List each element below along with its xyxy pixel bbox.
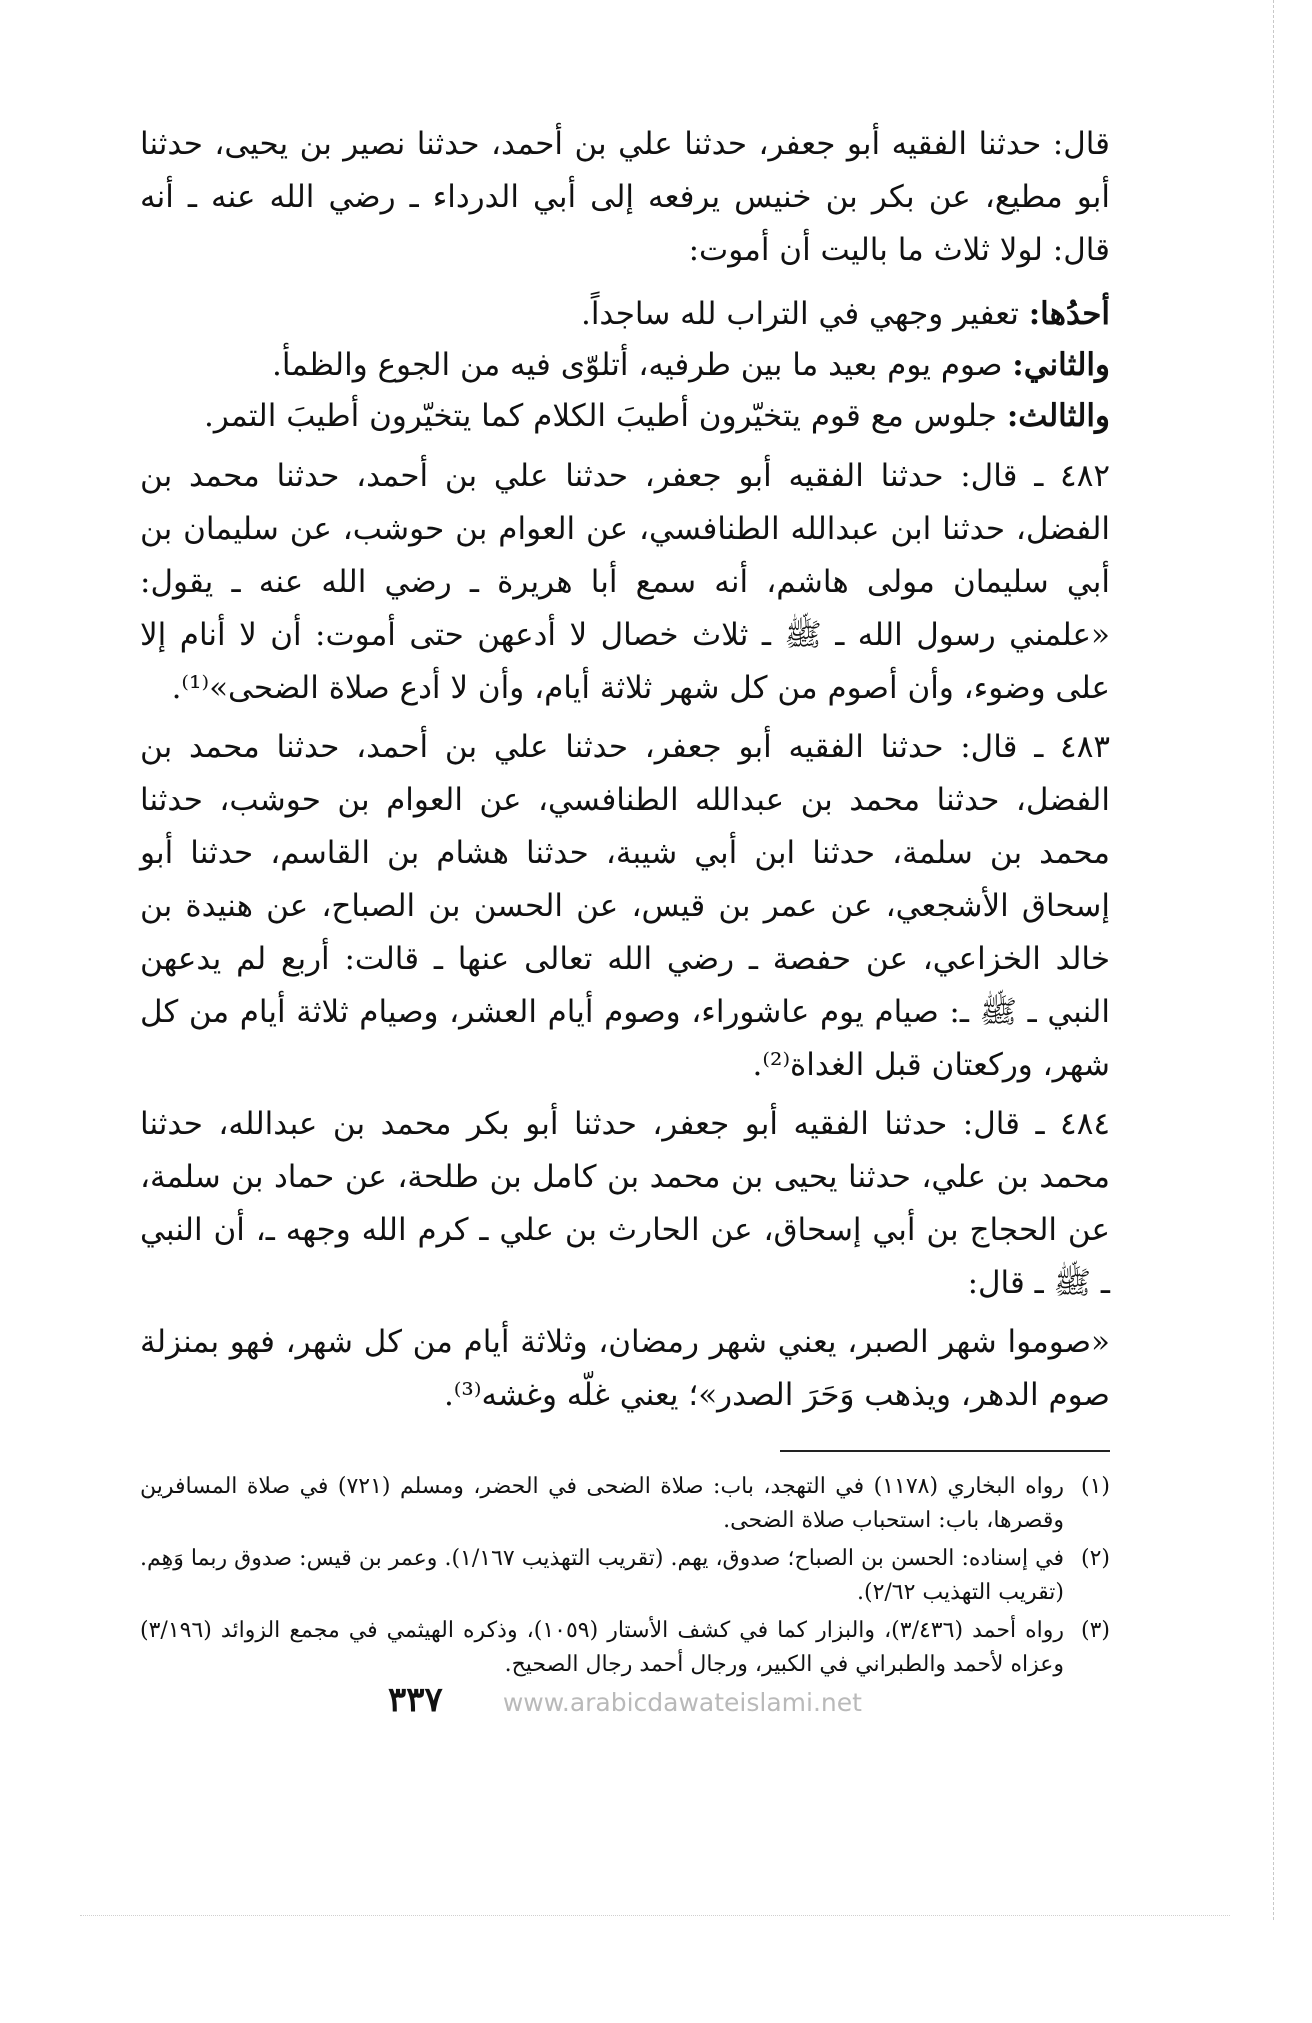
paragraph-intro: قال: حدثنا الفقيه أبو جعفر، حدثنا علي بن أحمد، حدثنا نصير بن يحيى، حدثنا أبو مطيع، عن بكر بن خنيس يرفعه إلى أبي الدرداء ـ رضي الله عنه ـ أنه قال: لولا ثلاث ما باليت أن أموت: [140,126,1110,268]
paragraph-hadith-quote: «صوموا شهر الصبر، يعني شهر رمضان، وثلاثة أيام من كل شهر، فهو بمنزلة صوم الدهر، ويذهب وَحَرَ الصدر»؛ يعني غلّه وغشه⁽³⁾. [140,1324,1110,1413]
list-item [140,340,1110,391]
footnote-number: (٢) [1080,1546,1110,1571]
footnote-number: (٣) [1080,1618,1110,1643]
list-item-text: جلوس مع قوم يتخيّرون أطيبَ الكلام كما يتخيّرون أطيبَ التمر. [204,398,1007,434]
footnotes [140,1470,1110,1682]
paragraph-482: ٤٨٢ ـ قال: حدثنا الفقيه أبو جعفر، حدثنا علي بن أحمد، حدثنا محمد بن الفضل، حدثنا ابن عبدالله الطنافسي، عن العوام بن حوشب، عن سليمان بن أبي سليمان مولى هاشم، أنه سمع أبا هريرة ـ رضي الله عنه ـ يقول: «علمني رسول الله ـ ﷺ ـ ثلاث خصال لا أدعهن حتى أموت: أن لا أنام إلا على وضوء، وأن أصوم من كل شهر ثلاثة أيام، وأن لا أدع صلاة الضحى»⁽¹⁾. [140,458,1110,706]
scan-artifact-line [80,1915,1230,1916]
three-things-list [140,289,1110,442]
page-edge-line [1273,0,1274,1920]
footnote-text: رواه أحمد (٣/٤٣٦)، والبزار كما في كشف الأستار (١٠٥٩)، وذكره الهيثمي في مجمع الزوائد (٣/١٩٦) وعزاه لأحمد والطبراني في الكبير، ورجال أحمد رجال الصحيح. [140,1618,1064,1677]
list-item-label: والثاني: [1012,347,1110,383]
page-content [140,118,1110,1686]
page-number: ٣٣٧ [388,1680,443,1720]
footnote [140,1614,1110,1682]
list-item-text: صوم يوم بعيد ما بين طرفيه، أتلوّى فيه من الجوع والظمأ. [272,347,1013,383]
page-footer [140,1680,1110,1720]
watermark-url: www.arabicdawateislami.net [502,1688,862,1717]
paragraph-483: ٤٨٣ ـ قال: حدثنا الفقيه أبو جعفر، حدثنا علي بن أحمد، حدثنا محمد بن الفضل، حدثنا محمد بن عبدالله الطنافسي، عن العوام بن حوشب، حدثنا محمد بن سلمة، حدثنا ابن أبي شيبة، حدثنا هشام بن القاسم، حدثنا أبو إسحاق الأشجعي، عن عمر بن قيس، عن الحسن بن الصباح، عن هنيدة بن خالد الخزاعي، عن حفصة ـ رضي الله تعالى عنها ـ قالت: أربع لم يدعهن النبي ـ ﷺ ـ: صيام يوم عاشوراء، وصوم أيام العشر، وصيام ثلاثة أيام من كل شهر، وركعتان قبل الغداة⁽²⁾. [140,729,1110,1083]
list-item-text: تعفير وجهي في التراب لله ساجداً. [580,296,1029,332]
list-item [140,289,1110,340]
list-item-label: أحدُها: [1028,296,1110,332]
list-item [140,391,1110,442]
paragraph-484: ٤٨٤ ـ قال: حدثنا الفقيه أبو جعفر، حدثنا أبو بكر محمد بن عبدالله، حدثنا محمد بن علي، حدثنا يحيى بن محمد بن كامل بن طلحة، عن حماد بن سلمة، عن الحجاج بن أبي إسحاق، عن الحارث بن علي ـ كرم الله وجهه ـ، أن النبي ـ ﷺ ـ قال: [140,1106,1110,1301]
footnote-text: رواه البخاري (١١٧٨) في التهجد، باب: صلاة الضحى في الحضر، ومسلم (٧٢١) في صلاة المسافرين وقصرها، باب: استحباب صلاة الضحى. [140,1474,1064,1533]
footnote-text: في إسناده: الحسن بن الصباح؛ صدوق، يهم. (تقريب التهذيب ١/١٦٧). وعمر بن قيس: صدوق ربما وَهِم. (تقريب التهذيب ٢/٦٢). [140,1546,1064,1605]
footnote [140,1542,1110,1610]
footnote-number: (١) [1080,1474,1110,1499]
list-item-label: والثالث: [1006,398,1110,434]
footnote [140,1470,1110,1538]
footnote-separator [780,1450,1110,1452]
